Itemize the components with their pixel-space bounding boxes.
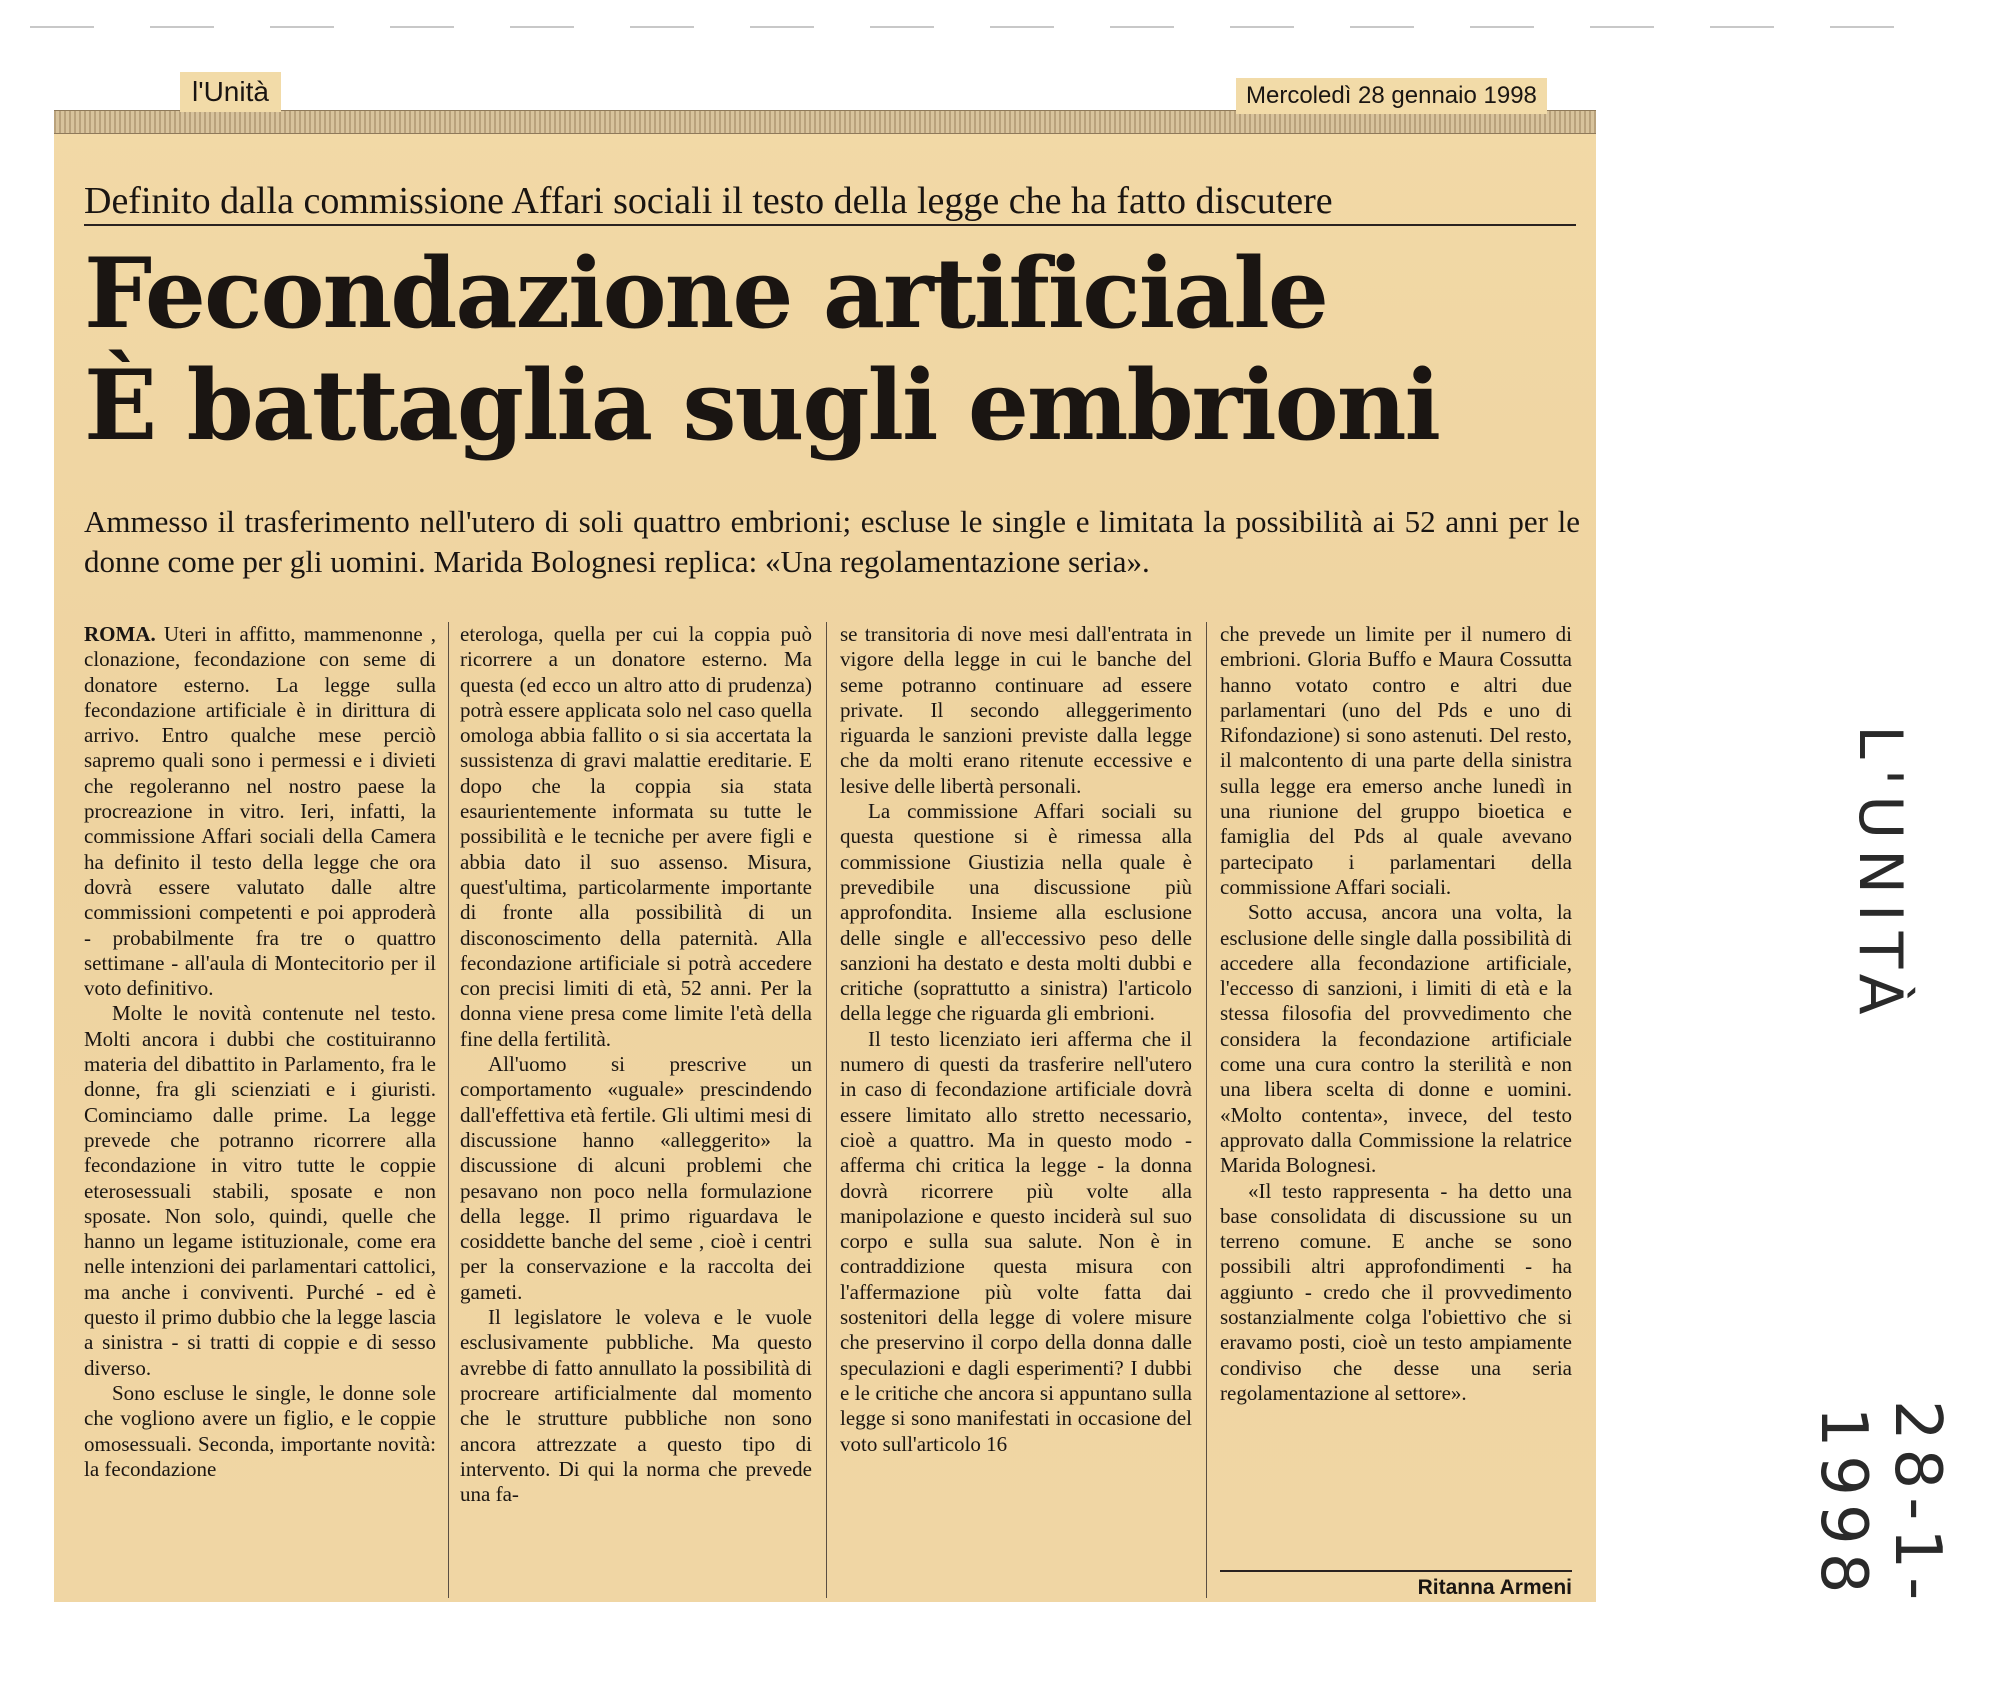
- article-column-2: [460, 622, 812, 1598]
- article-headline: [84, 238, 1584, 462]
- paragraph: La commissione Affari sociali su questa questione si è rimessa alla commissione Giustizia nella quale è prevedibile una discussione più approfondita. Insieme alla esclusione delle single e all'eccessivo peso delle sanzioni ha destato e desta molti dubbi e critiche (soprattutto a sinistra) l'articolo della legge che riguarda gli embrioni.: [840, 799, 1192, 1026]
- byline-rule: [1220, 1570, 1572, 1572]
- paragraph: Molte le novità contenute nel testo. Molti ancora i dubbi che costituiranno materia del dibattito in Parlamento, fra le donne, fra gli scienziati e i giuristi. Cominciamo dalle prime. La legge prevede che potranno ricorrere alla fecondazione in vitro tutte le coppie eterosessuali stabili, sposate e non sposate. Non solo, quindi, quelle che hanno un legame istituzionale, come era nelle intenzioni dei parlamentari cattolici, ma anche i conviventi. Purché - ed è questo il primo dubbio che la legge lascia a sinistra - si tratti di coppie e di sesso diverso.: [84, 1001, 436, 1380]
- paragraph: Il legislatore le voleva e le vuole esclusivamente pubbliche. Ma questo avrebbe di fatto annullato la possibilità di procreare artificialmente dal momento che le strutture pubbliche non sono ancora attrezzate a questo tipo di intervento. Di qui la norma che prevede una fa-: [460, 1305, 812, 1507]
- handwritten-source-note: L'UNITÀ: [1845, 725, 1915, 1025]
- paragraph: Il testo licenziato ieri afferma che il numero di questi da trasferire nell'utero in caso di fecondazione artificiale dovrà essere limitato allo stretto necessario, cioè a quattro. Ma in questo modo - afferma chi critica la legge - la donna dovrà ricorrere più volte alla manipolazione e questo inciderà sul suo corpo e sulla sua salute. Non è in contraddizione questa misura con l'affermazione più volte fatta dai sostenitori della legge di volere misure che preservino il corpo della donna dalle speculazioni e dagli esperimenti? I dubbi e le critiche che ancora si appuntano sulla legge si sono manifestati in occasione del voto sull'articolo 16: [840, 1026, 1192, 1456]
- issue-date: Mercoledì 28 gennaio 1998: [1236, 78, 1547, 114]
- headline-line-1: Fecondazione artificiale: [84, 237, 1327, 350]
- column-rule: [826, 622, 827, 1598]
- article-subtitle: Ammesso il trasferimento nell'utero di soli quattro embrioni; escluse le single e limitata la possibilità ai 52 anni per le donne come per gli uomini. Marida Bolognesi replica: «Una regolamentazione seria».: [84, 504, 1580, 579]
- paragraph: All'uomo si prescrive un comportamento «uguale» prescindendo dall'effettiva età fertile. Gli ultimi mesi di discussione hanno «alleggerito» la discussione di alcuni problemi che pesavano non poco nella formulazione della legge. Il primo riguardava le cosiddette banche del seme , cioè i centri per la conservazione e la raccolta dei gameti.: [460, 1052, 812, 1304]
- paragraph: se transitoria di nove mesi dall'entrata in vigore della legge in cui le banche del seme potranno continuare ad essere private. Il secondo alleggerimento riguarda le sanzioni previste dalla legge che da molti erano ritenute eccessive e lesive delle libertà personali.: [840, 622, 1192, 798]
- article-column-4: [1220, 622, 1572, 1562]
- column-rule: [448, 622, 449, 1598]
- article-column-3: [840, 622, 1192, 1598]
- paragraph: eterologa, quella per cui la coppia può ricorrere a un donatore esterno. Ma questa (ed ecco un altro atto di prudenza) potrà essere applicata solo nel caso quella omologa abbia fallito o si sia accertata la sussistenza di gravi malattie ereditarie. E dopo che la coppia sia stata esaurientemente informata su tutte le possibilità e le tecniche per avere figli e abbia dato il suo assenso. Misura, quest'ultima, particolarmente importante di fronte alla possibilità di un disconoscimento della paternità. Alla fecondazione artificiale si potrà accedere con precisi limiti di età, 52 anni. Per la donna viene presa come limite l'età della fine della fertilità.: [460, 622, 812, 1051]
- newspaper-masthead: l'Unità: [180, 72, 281, 112]
- paragraph: «Il testo rappresenta - ha detto una base consolidata di discussione su un terreno comune. E anche se sono possibili altri approfondimenti - ha aggiunto - credo che il provvedimento sostanzialmente colga l'obiettivo che si eravamo posti, cioè un testo ampiamente condiviso che desse una seria regolamentazione al settore».: [1220, 1178, 1572, 1405]
- article-column-1: [84, 622, 436, 1598]
- dateline: ROMA.: [84, 622, 156, 646]
- article-kicker: Definito dalla commissione Affari sociali il testo della legge che ha fatto discutere: [84, 178, 1576, 226]
- paragraph: Sotto accusa, ancora una volta, la esclusione delle single dalla possibilità di accedere alla fecondazione artificiale, l'eccesso di sanzioni, i limiti di età e la stessa filosofia del provvedimento che considera la fecondazione artificiale come una cura contro la sterilità e non una libera scelta di donne e uomini. «Molto contenta», invece, del testo approvato dalla Commissione la relatrice Marida Bolognesi.: [1220, 900, 1572, 1178]
- paragraph: ROMA. Uteri in affitto, mammenonne , clonazione, fecondazione con seme di donatore esterno. La legge sulla fecondazione artificiale è in dirittura di arrivo. Entro qualche mese perciò sapremo quali sono i permessi e i divieti che regoleranno nel nostro paese la procreazione in vitro. Ieri, infatti, la commissione Affari sociali della Camera ha definito il testo della legge che ora dovrà essere valutato dalle altre commissioni competenti e poi approderà - probabilmente fra tre o quattro settimane - all'aula di Montecitorio per il voto definitivo.: [84, 622, 436, 1001]
- headline-line-2: È battaglia sugli embrioni: [84, 349, 1439, 462]
- punch-dash-line: [0, 26, 2000, 30]
- handwritten-date-note: 28-1-1998: [1806, 1399, 1954, 1609]
- paragraph: che prevede un limite per il numero di embrioni. Gloria Buffo e Maura Cossutta hanno votato contro e altri due parlamentari (uno del Pds e uno di Rifondazione) si sono astenuti. Del resto, il malcontento di una parte della sinistra sulla legge era emerso anche lunedì in una riunione del gruppo bioetica e famiglia del Pds al quale avevano partecipato i parlamentari della commissione Affari sociali.: [1220, 622, 1572, 899]
- author-byline: Ritanna Armeni: [1417, 1576, 1572, 1599]
- paragraph: Sono escluse le single, le donne sole che vogliono avere un figlio, e le coppie omosessuali. Seconda, importante novità: la fecondazione: [84, 1380, 436, 1481]
- column-rule: [1206, 622, 1207, 1598]
